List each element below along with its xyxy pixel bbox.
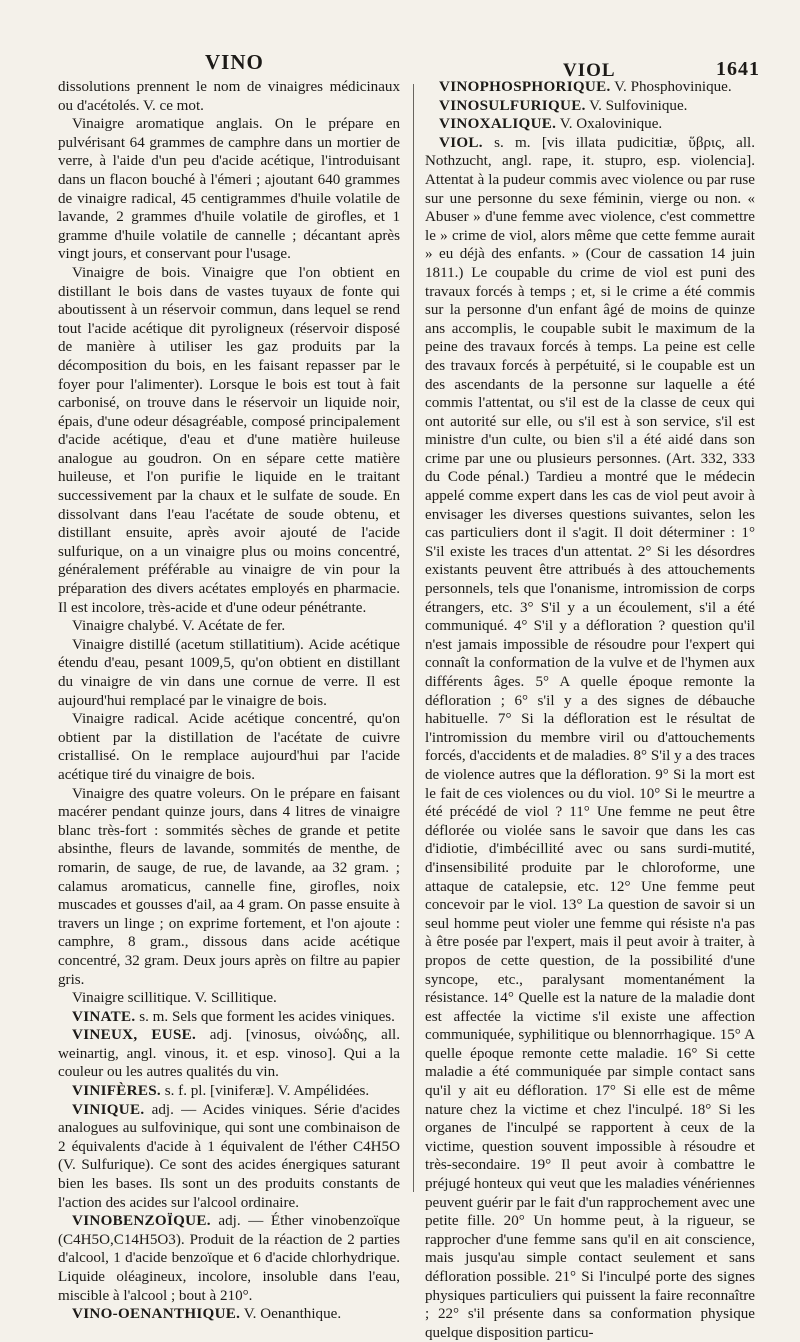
definition: adj. — Acides viniques. Série d'acides analogues au sulfovinique, qui sont une combinaison de 2 équivalents d'acide à 1 équivalent de l'éther C4H5O (V. Sulfurique). Ce sont des acides énergiques saturant bien les bases. Ils sont un des produits constants de l'action des acides sur l'alcool ordinaire. bbox=[58, 1101, 400, 1211]
headword: VINATE. bbox=[72, 1008, 136, 1025]
entry-vino-oenanthique bbox=[58, 1305, 400, 1324]
entry-vineux bbox=[58, 1026, 400, 1082]
definition: s. f. pl. [viniferæ]. V. Ampélidées. bbox=[160, 1083, 370, 1100]
definition: V. Phosphovinique. bbox=[610, 79, 732, 95]
running-header bbox=[0, 44, 800, 80]
headword: VINEUX, EUSE. bbox=[72, 1027, 197, 1044]
entry-vinaigre-radical: Vinaigre radical. Acide acétique concentré, qu'on obtient par la distillation de l'acétate de cuivre cristallisé. On le remplace aujourd'hui par l'acide acétique tiré du vinaigre de bois. bbox=[58, 711, 400, 783]
right-column bbox=[425, 78, 755, 1341]
entry-vinaigre-distille: Vinaigre distillé (acetum stillatitium). Acide acétique étendu d'eau, pesant 1009,5, qu'on obtient en distillant du vinaigre de vin dans une cornue de verre. Il est aujourd'hui remplacé par le vinaigre de bois. bbox=[58, 636, 400, 709]
entry-viniferes bbox=[58, 1082, 400, 1101]
definition: s. m. [vis illata pudicitiæ, ὕβρις, all. Nothzucht, angl. rape, it. stupro, esp. violencia]. Attentat à la pudeur commis avec violence ou par ruse sur une personne du sexe féminin, vierge ou non. « Abuser » d'une femme avec violence, c'est commettre le » crime de viol, alors même que cette femme aurait » eu déjà des enfants. » (Cour de cassation 14 juin 1811.) Le coupable du crime de viol est puni des travaux forcés à temps ; et, si le crime a été commis sur la personne d'un enfant âgé de moins de quinze ans accomplis, le coupable subit le maximum de la peine des travaux forcés à temps. La peine est celle des travaux forcés à perpétuité, si le coupable est un des ascendants de la personne sur laquelle a été commis l'attentat, ou s'il est de la classe de ceux qui ont autorité sur elle, ou s'il est à son service, s'il est ministre d'un culte, ou bien s'il a été aidé dans son crime par une ou plusieurs personnes. (Art. 332, 333 du Code pénal.) Tardieu a montré que le médecin appelé comme expert dans les cas de viol peut avoir à envisager les diverses questions suivantes, selon les cas particuliers dont il s'agit. Il doit déterminer : 1° S'il existe les traces d'un attentat. 2° Si les désordres existants peuvent être attribués à des attouchements personnels, tels que l'onanisme, intromission de corps étrangers, etc. 3° S'il y a un écoulement, s'il a été communiqué. 4° S'il y a défloration ? question qu'il n'est jamais impossible de résoudre pour l'expert qui connaît la conformation de la vulve et de l'hymen aux différents âges. 5° A quelle époque remonte la défloration ; 6° s'il y a des signes de débauche habituelle. 7° Si la défloration est le résultat de l'intromission du membre viril ou d'attouchements forcés, d'accidents et de maladies. 8° S'il y a des traces de violence autres que la défloration. 9° Si la mort est le fait de ces violences ou du viol. 10° Si le meurtre a été précédé de viol ? 11° Une femme ne peut être déflorée ou violée sans le savoir que dans les cas d'idiotie, d'imbécillité avec ou sans surdi-mutité, d'insensibilité produite par le chloroforme, une attaque de catalepsie, etc. 12° Une femme peut concevoir par le viol. 13° La question de savoir si un seul homme peut violer une femme qui résiste n'a pas à être posée par l'expert, mais il peut avoir à traiter, à propos de cette question, de la possibilité d'une syncope, etc., paralysant momentanément la résistance. 14° Quelle est la nature de la maladie dont est affectée la victime s'il existe une affection communiquée, syphilitique ou blennorrhagique. 15° A quelle époque remonte cette maladie. 16° Si cette maladie a été communiquée par simple contact sans qu'il y ait eu défloration. 17° Si elle est de même nature chez la victime et chez l'inculpé. 18° Si les organes de l'inculpé se rapportent à ceux de la victime, question souvent impossible à résoudre et très-secondaire. 19° Il peut avoir à combattre le préjugé honteux qui veut que les maladies vénériennes peuvent guérir par le fait d'un rapprochement avec une petite fille. 20° Un homme peut, à la rigueur, se rapprocher d'une femme sans qu'il en ait conscience, mais jusqu'au simple contact seulement et sans défloration possible. 21° Si l'inculpé porte des signes physiques particuliers qui puissent la faire reconnaître ; 22° s'il présente dans sa conformation physique quelque disposition particu- bbox=[425, 134, 755, 1341]
entry-continuation: dissolutions prennent le nom de vinaigres médicinaux ou d'acétolés. V. ce mot. bbox=[58, 79, 400, 114]
entry-vinoxalique bbox=[425, 115, 755, 134]
definition: adj. [vinosus, οἰνώδης, all. weinartig, angl. vinous, it. et esp. vinoso]. Qui a la couleur ou les autres qualités du vin. bbox=[58, 1027, 400, 1081]
entry-vinosulfurique bbox=[425, 97, 755, 116]
definition: V. Sulfovinique. bbox=[585, 97, 688, 114]
header-left-word: VINO bbox=[205, 50, 264, 74]
headword: VINIFÈRES. bbox=[72, 1083, 161, 1100]
entry-vinaigre-de-bois: Vinaigre de bois. Vinaigre que l'on obtient en distillant le bois dans de vastes tuyaux de fonte qui aboutissent à un réservoir commun, dans lequel se rend tout l'acide acétique dit pyroligneux (réservoir disposé de manière à utiliser les gaz produits par la décomposition du bois, en les faisant repasser par le foyer pour l'alimenter). Lorsque le bois est tout à fait carbonisé, on trouve dans le réservoir un liquide noir, épais, d'une odeur désagréable, composé principalement d'acide acétique, d'eau et d'une matière huileuse analogue au goudron. On en sépare cette matière huileuse, et l'on purifie le liquide en le traitant successivement par la chaux et le sulfate de soude. En dissolvant dans l'eau l'acétate de soude obtenu, et distillant ensuite, après avoir ajouté de l'acide sulfurique, on a un vinaigre plus ou moins concentré, généralement préférable au vinaigre de vin pour la préparation des divers acétates employés en pharmacie. Il est incolore, très-acide et d'une odeur pénétrante. bbox=[58, 264, 400, 616]
definition: s. m. Sels que forment les acides viniques. bbox=[135, 1008, 395, 1025]
entry-vinophosphorique bbox=[425, 78, 755, 97]
entry-vinobenzoique bbox=[58, 1212, 400, 1305]
headword: VINOSULFURIQUE. bbox=[439, 97, 586, 114]
entry-vinaigre-aromatique: Vinaigre aromatique anglais. On le prépare en pulvérisant 64 grammes de camphre dans un mortier de verre, à l'aide d'un peu d'acide acétique, l'introduisant dans un flacon bouché à l'émeri ; ajoutant 640 grammes de vinaigre radical, 45 centigrammes d'huile volatile de lavande, 2 grammes d'huile volatile de girofles, et 1 gramme d'huile volatile de cannelle ; décantant après vingt jours, et conservant pour l'usage. bbox=[58, 116, 400, 263]
headword: VIOL. bbox=[439, 134, 483, 151]
entry-viol bbox=[425, 134, 755, 1342]
headword: VINOPHOSPHORIQUE. bbox=[439, 79, 611, 95]
headword: VINOXALIQUE. bbox=[439, 116, 557, 133]
page-number: 1641 bbox=[716, 58, 760, 80]
entry-vinique bbox=[58, 1101, 400, 1213]
entry-vinaigre-quatre-voleurs: Vinaigre des quatre voleurs. On le prépare en faisant macérer pendant quinze jours, dans 4 litres de vinaigre blanc très-fort : sommités sèches de grande et petite absinthe, fleurs de lavande, sommités de menthe, de romarin, de sauge, de rue, de lavande, aa 32 gram. ; calamus aromaticus, cannelle fine, girofles, noix muscades et gousses d'ail, aa 4 gram. On passe ensuite à travers un linge ; on exprime fortement, et l'on ajoute : camphre, 8 gram., dissous dans acide acétique concentré, 32 gram. Deux jours après on filtre au papier gris. bbox=[58, 785, 400, 988]
column-divider bbox=[413, 84, 414, 1192]
headword: VINIQUE. bbox=[72, 1101, 145, 1118]
left-column bbox=[58, 78, 400, 1323]
entry-vinaigre-scillitique: Vinaigre scillitique. V. Scillitique. bbox=[72, 990, 277, 1007]
headword: VINO-OENANTHIQUE. bbox=[72, 1306, 241, 1323]
headword: VINOBENZOÏQUE. bbox=[72, 1213, 211, 1230]
header-right-word: VIOL bbox=[563, 60, 616, 81]
definition: V. Oxalovinique. bbox=[556, 116, 663, 133]
entry-vinaigre-chalybe: Vinaigre chalybé. V. Acétate de fer. bbox=[72, 618, 286, 635]
entry-vinate bbox=[58, 1008, 400, 1027]
definition: adj. — Éther vinobenzoïque (C4H5O,C14H5O3). Produit de la réaction de 2 parties d'alcool, 1 d'acide benzoïque et 6 d'acide chlorhydrique. Liquide oléagineux, incolore, insoluble dans l'eau, miscible à l'alcool ; bout à 210°. bbox=[58, 1213, 400, 1304]
definition: V. Oenanthique. bbox=[240, 1306, 342, 1323]
